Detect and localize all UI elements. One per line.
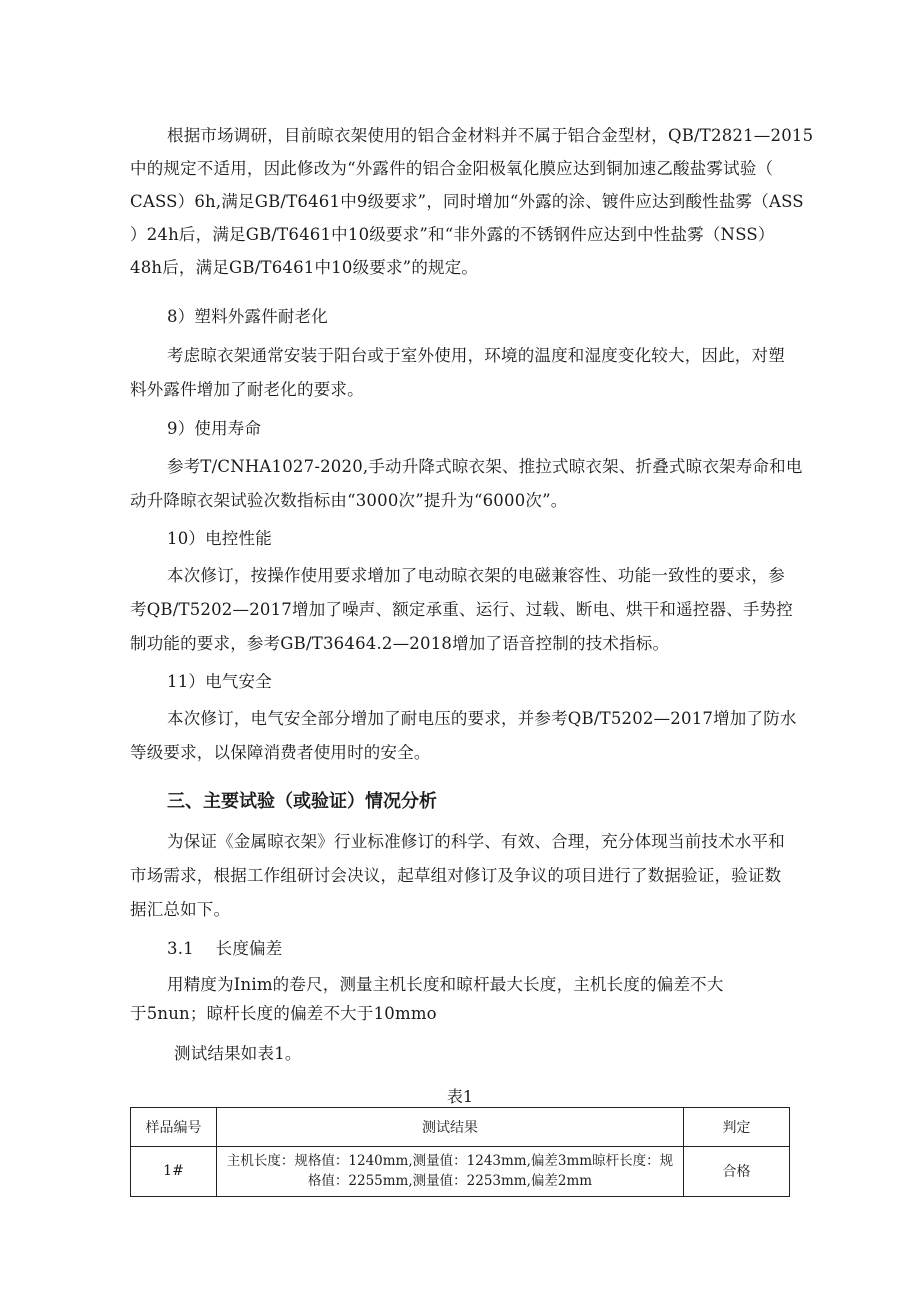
paragraph-line: 料外露件增加了耐老化的要求。: [130, 380, 364, 399]
table-caption: 表1: [446, 1087, 474, 1106]
item-title: 11）电气安全: [167, 672, 272, 691]
paragraph-line: 中的规定不适用，因此修改为“外露件的铝合金阳极氧化膜应达到铜加速乙酸盐雾试验（: [130, 159, 774, 178]
cell-test-result: [217, 1147, 684, 1197]
header-sample-id: 样品编号: [131, 1108, 217, 1147]
paragraph-line: 本次修订，电气安全部分增加了耐电压的要求，并参考QB/T5202—2017增加了防水: [167, 709, 797, 728]
result-line: 格值：2255mm,测量值：2253mm,偏差2mm: [307, 1173, 593, 1190]
paragraph-line: 据汇总如下。: [130, 900, 231, 919]
result-line: 主机长度：规格值：1240mm,测量值：1243mm,偏差3mm晾杆长度：规: [226, 1153, 674, 1169]
item-title: 8）塑料外露件耐老化: [167, 307, 328, 326]
paragraph-line: 于5nun；晾杆长度的偏差不大于10mmo: [130, 1004, 437, 1023]
item-title: 9）使用寿命: [167, 419, 262, 438]
paragraph-line: 参考T/CNHA1027-2020,手动升降式晾衣架、推拉式晾衣架、折叠式晾衣架寿命和电: [167, 457, 803, 476]
paragraph-line: 等级要求，以保障消费者使用时的安全。: [130, 743, 431, 762]
paragraph-line: 考QB/T5202—2017增加了噪声、额定承重、运行、过载、断电、烘干和遥控器、手势控: [130, 600, 793, 619]
item-title: 10）电控性能: [167, 529, 272, 548]
paragraph-line: 制功能的要求，参考GB/T36464.2—2018增加了语音控制的技术指标。: [130, 634, 670, 653]
table-row: [131, 1147, 790, 1197]
paragraph-line: 测试结果如表1。: [174, 1044, 302, 1063]
cell-verdict: 合格: [684, 1147, 790, 1197]
subsection-heading: 3.1 长度偏差: [167, 939, 283, 958]
paragraph-line: 本次修订，按操作使用要求增加了电动晾衣架的电磁兼容性、功能一致性的要求，参: [167, 566, 785, 585]
cell-sample-id: 1#: [131, 1147, 217, 1197]
paragraph-line: 市场需求，根据工作组研讨会决议，起草组对修订及争议的项目进行了数据验证，验证数: [130, 866, 782, 885]
paragraph-line: 考虑晾衣架通常安装于阳台或于室外使用，环境的温度和湿度变化较大，因此，对塑: [167, 346, 785, 365]
paragraph-line: 48h后，满足GB/T6461中10级要求”的规定。: [130, 258, 479, 277]
table-header-row: [131, 1108, 790, 1147]
header-verdict: 判定: [684, 1108, 790, 1147]
header-test-result: 测试结果: [217, 1108, 684, 1147]
paragraph-line: ）24h后，满足GB/T6461中10级要求”和“非外露的不锈钢件应达到中性盐雾（NSS）: [130, 225, 775, 244]
results-table: [130, 1107, 790, 1197]
paragraph-line: 为保证《金属晾衣架》行业标准修订的科学、有效、合理，充分体现当前技术水平和: [167, 832, 785, 851]
section-heading: 三、主要试验（或验证）情况分析: [167, 791, 437, 812]
paragraph-line: 动升降晾衣架试验次数指标由“3000次”提升为“6000次”。: [130, 491, 568, 510]
paragraph-line: CASS）6h,满足GB/T6461中9级要求”，同时增加“外露的涂、镀件应达到酸性盐雾（ASS: [130, 192, 804, 211]
paragraph-line: 用精度为Inim的卷尺，测量主机长度和晾杆最大长度，主机长度的偏差不大: [167, 975, 724, 994]
paragraph-line: 根据市场调研，目前晾衣架使用的铝合金材料并不属于铝合金型材，QB/T2821—2015: [167, 126, 814, 145]
